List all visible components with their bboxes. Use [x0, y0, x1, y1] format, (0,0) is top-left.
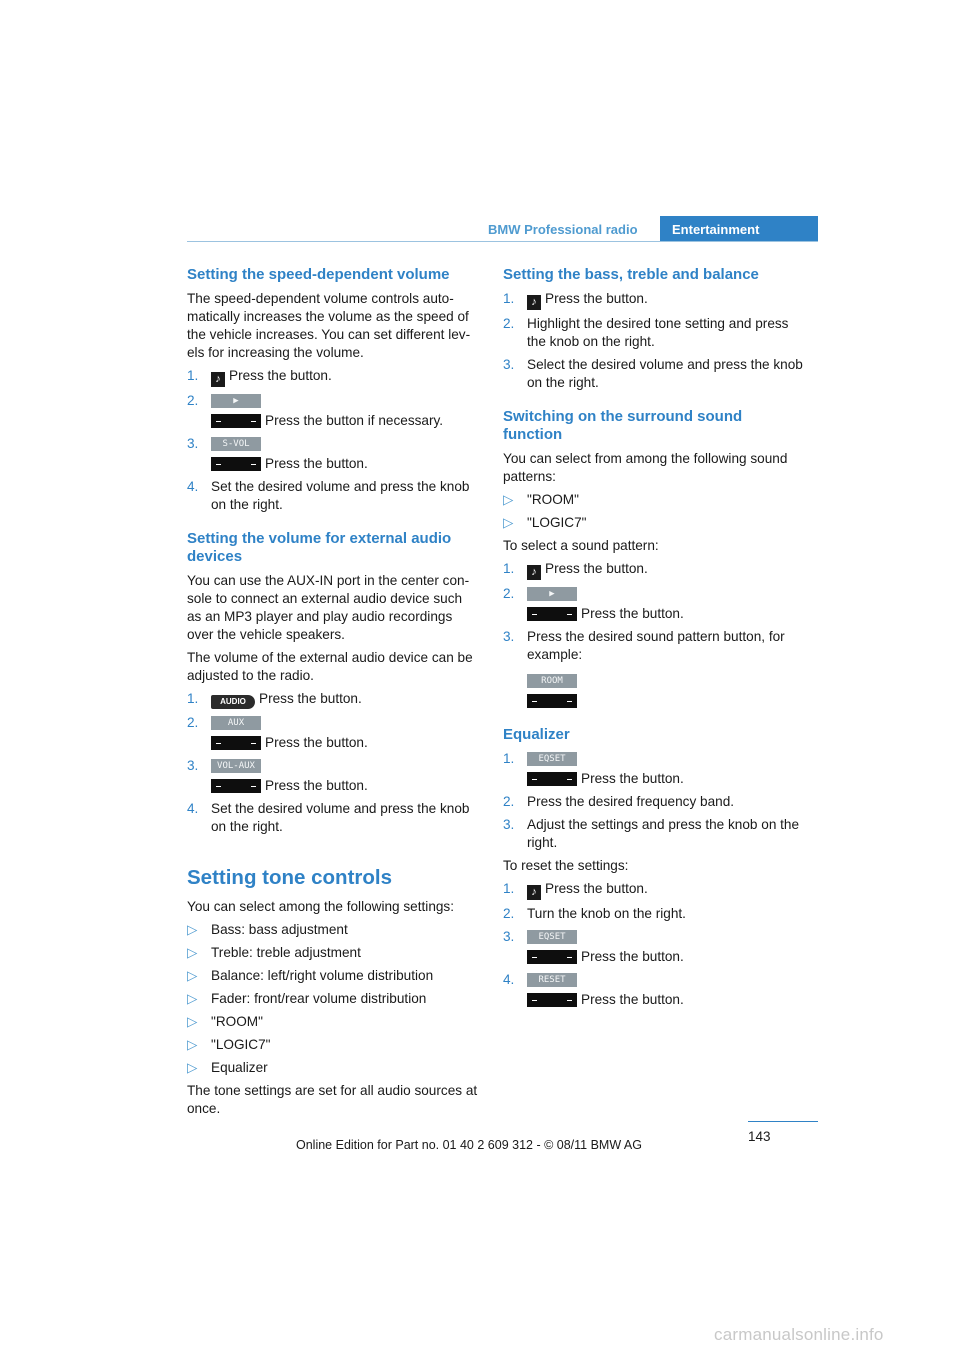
header-chapter-tab: Entertainment: [660, 216, 818, 242]
step-number: 1.: [503, 561, 515, 576]
music-note-icon: ♪: [527, 295, 541, 310]
reset-step-4: [503, 971, 803, 1009]
bullet-arrow-icon: ▷: [503, 515, 514, 530]
room-display: ROOM: [527, 674, 577, 688]
music-note-icon: ♪: [527, 885, 541, 900]
s-vol-display: S-VOL: [211, 437, 261, 451]
speed-volume-heading: Setting the speed-dependent volume: [187, 266, 450, 283]
speed-volume-step-1: [187, 367, 479, 387]
list-item: ▷ Balance: left/right volume distribution: [187, 968, 434, 983]
step-text: Set the desired volume and press the knob on the right.: [211, 801, 470, 834]
bullet-arrow-icon: ▷: [187, 991, 198, 1006]
list-item: ▷ "ROOM": [187, 1014, 263, 1029]
reset-intro: To reset the settings:: [503, 858, 629, 873]
step-text: Press the button if necessary.: [265, 413, 444, 428]
bullet-arrow-icon: ▷: [187, 1060, 198, 1075]
display-button-icon: [527, 607, 577, 621]
step-text: Press the button.: [265, 778, 368, 793]
bass-step-3: [503, 356, 803, 392]
display-button-icon: [527, 694, 577, 708]
bullet-arrow-icon: ▷: [187, 945, 198, 960]
external-audio-note: The volume of the external audio device can be adjusted to the radio.: [187, 650, 473, 683]
audio-button-icon: AUDIO: [211, 695, 255, 709]
watermark: carmanualsonline.info: [714, 1325, 884, 1344]
external-audio-step-1: [187, 690, 479, 709]
external-audio-step-4: [187, 800, 479, 836]
step-number: 2.: [503, 316, 515, 331]
step-number: 1.: [187, 691, 199, 706]
step-number: 2.: [187, 393, 199, 408]
step-text: Set the desired volume and press the knob on the right.: [211, 479, 470, 512]
step-text: Press the button.: [581, 949, 684, 964]
bullet-arrow-icon: ▷: [187, 968, 198, 983]
step-number: 3.: [503, 817, 515, 832]
list-item: ▷ "LOGIC7": [187, 1037, 271, 1052]
step-number: 2.: [187, 715, 199, 730]
step-number: 2.: [503, 794, 515, 809]
vol-aux-display: VOL-AUX: [211, 759, 261, 773]
external-audio-heading: Setting the volume for external audio devices: [187, 530, 452, 565]
bullet-arrow-icon: ▷: [187, 1014, 198, 1029]
external-audio-intro: You can use the AUX-IN port in the center con-sole to connect an external audio device such as an MP3 player and play audio recordings over the vehicle speakers.: [187, 573, 470, 642]
step-number: 1.: [187, 368, 199, 383]
step-text: Press the button.: [265, 456, 368, 471]
surround-step-3: [503, 628, 803, 664]
list-item: ▷ "LOGIC7": [503, 515, 587, 530]
step-text: Press the button.: [581, 606, 684, 621]
bullet-arrow-icon: ▷: [187, 1037, 198, 1052]
step-text: Press the button.: [545, 561, 648, 576]
step-number: 3.: [187, 758, 199, 773]
display-button-icon: [211, 457, 261, 471]
external-audio-step-2: [187, 714, 479, 752]
display-button-icon: [527, 993, 577, 1007]
eqset-display: EQSET: [527, 752, 577, 766]
reset-step-3: [503, 928, 803, 966]
surround-intro: You can select from among the following sound patterns:: [503, 451, 788, 484]
speed-volume-step-3: [187, 435, 479, 473]
external-audio-step-3: [187, 757, 479, 795]
step-number: 4.: [503, 972, 515, 987]
aux-display: AUX: [211, 716, 261, 730]
left-column: [187, 266, 479, 1123]
play-arrow-display: ▶: [211, 394, 261, 408]
step-number: 4.: [187, 801, 199, 816]
step-number: 1.: [503, 881, 515, 896]
speed-volume-step-4: [187, 478, 479, 514]
music-note-icon: ♪: [527, 565, 541, 580]
footer-divider: [748, 1121, 818, 1122]
list-item: ▷ "ROOM": [503, 492, 579, 507]
step-text: Press the button.: [581, 992, 684, 1007]
page-number: 143: [748, 1129, 771, 1144]
step-number: 2.: [503, 906, 515, 921]
list-item: ▷ Treble: treble adjustment: [187, 945, 361, 960]
step-text: Press the button.: [259, 691, 362, 706]
equalizer-heading: Equalizer: [503, 726, 570, 743]
step-text: Press the button.: [581, 771, 684, 786]
music-note-icon: ♪: [211, 372, 225, 387]
step-text: Turn the knob on the right.: [527, 906, 686, 921]
tone-controls-outro: The tone settings are set for all audio sources at once.: [187, 1083, 478, 1116]
surround-step-1: [503, 560, 803, 580]
step-number: 3.: [187, 436, 199, 451]
display-button-icon: [211, 779, 261, 793]
step-text: Press the button.: [265, 735, 368, 750]
surround-select: To select a sound pattern:: [503, 538, 659, 553]
step-text: Press the desired sound pattern button, for example:: [527, 629, 785, 662]
bass-treble-heading: Setting the bass, treble and balance: [503, 266, 759, 283]
display-button-icon: [527, 772, 577, 786]
step-text: Press the button.: [545, 291, 648, 306]
reset-step-1: [503, 880, 803, 900]
speed-volume-intro: The speed-dependent volume controls auto-matically increases the volume as the speed of the vehicle increases. You can set different lev-els for increasing the volume.: [187, 291, 471, 360]
bullet-arrow-icon: ▷: [503, 492, 514, 507]
display-button-icon: [211, 414, 261, 428]
bass-step-1: [503, 290, 803, 310]
equalizer-step-2: [503, 793, 803, 811]
step-text: Select the desired volume and press the knob on the right.: [527, 357, 803, 390]
tone-controls-heading: Setting tone controls: [187, 866, 392, 889]
bullet-arrow-icon: ▷: [187, 922, 198, 937]
step-text: Highlight the desired tone setting and press the knob on the right.: [527, 316, 789, 349]
header-section: BMW Professional radio: [488, 222, 638, 237]
step-number: 3.: [503, 357, 515, 372]
step-number: 3.: [503, 929, 515, 944]
list-item: ▷ Equalizer: [187, 1060, 268, 1075]
edition-line: Online Edition for Part no. 01 40 2 609 312 - © 08/11 BMW AG: [296, 1138, 642, 1152]
reset-display: RESET: [527, 973, 577, 987]
reset-step-2: [503, 905, 803, 923]
header-divider: [187, 241, 818, 242]
display-button-icon: [527, 950, 577, 964]
display-button-icon: [211, 736, 261, 750]
step-number: 1.: [503, 751, 515, 766]
step-text: Adjust the settings and press the knob on the right.: [527, 817, 800, 850]
right-column: [503, 266, 803, 1014]
speed-volume-step-2: [187, 392, 479, 430]
equalizer-step-1: [503, 750, 803, 788]
eqset-display: EQSET: [527, 930, 577, 944]
surround-step-2: [503, 585, 803, 623]
step-number: 4.: [187, 479, 199, 494]
equalizer-step-3: [503, 816, 803, 852]
step-number: 3.: [503, 629, 515, 644]
surround-heading: Switching on the surround sound function: [503, 408, 743, 443]
play-arrow-display: ▶: [527, 587, 577, 601]
step-text: Press the button.: [545, 881, 648, 896]
bass-step-2: [503, 315, 803, 351]
list-item: ▷ Fader: front/rear volume distribution: [187, 991, 427, 1006]
list-item: ▷ Bass: bass adjustment: [187, 922, 348, 937]
step-number: 1.: [503, 291, 515, 306]
tone-controls-intro: You can select among the following settings:: [187, 899, 455, 914]
step-text: Press the button.: [229, 368, 332, 383]
step-text: Press the desired frequency band.: [527, 794, 735, 809]
room-example: [527, 672, 803, 710]
step-number: 2.: [503, 586, 515, 601]
